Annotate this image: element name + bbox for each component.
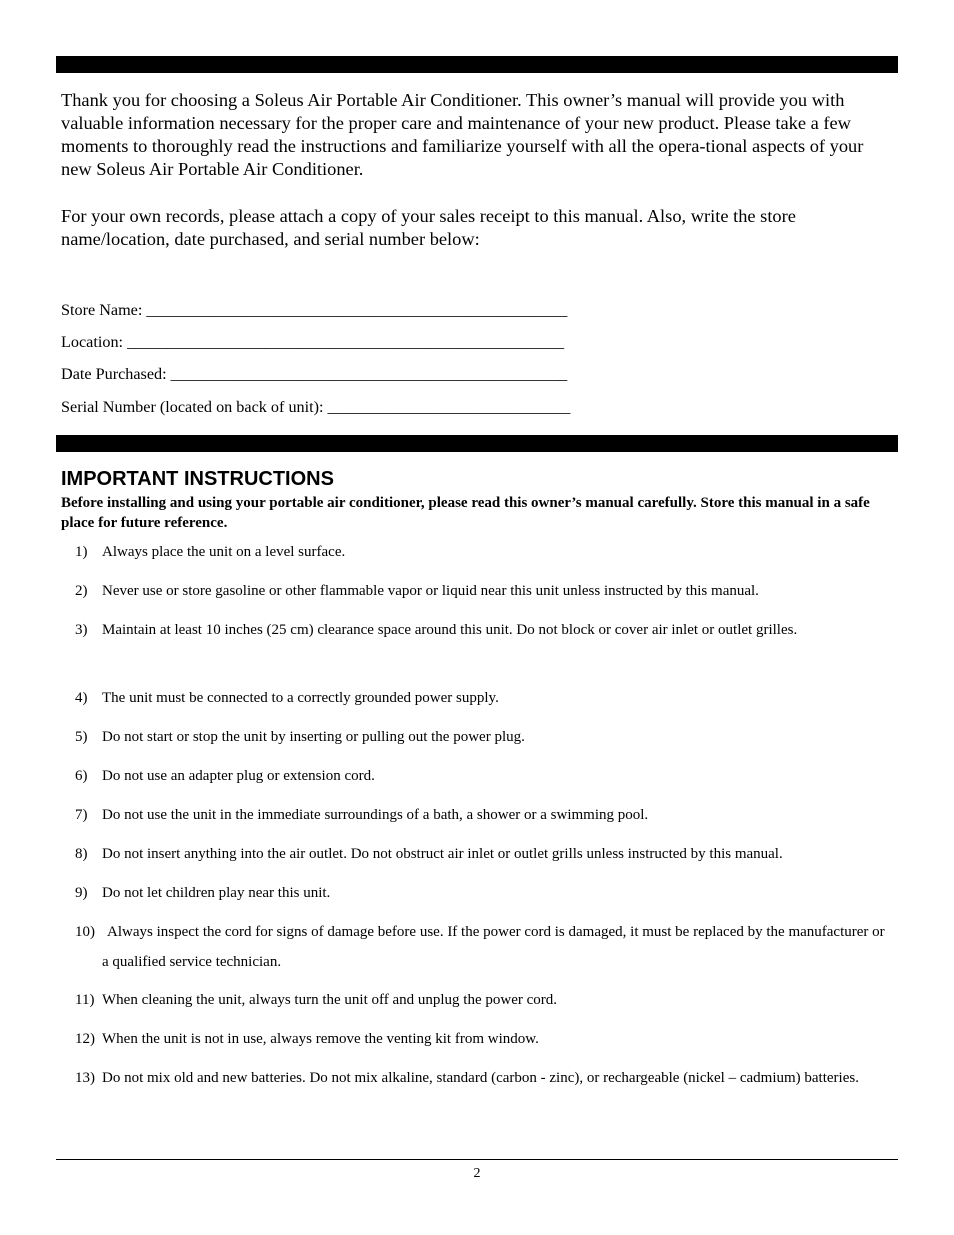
instructions-heading: IMPORTANT INSTRUCTIONS [61,468,334,490]
list-item-number: 13) [75,1070,95,1086]
list-item-text: Do not mix old and new batteries. Do not mix alkaline, standard (carbon - zinc), or rechargeable (nickel – cadmium) batteries. [102,1070,859,1086]
section-divider-bar [56,435,898,452]
instructions-subheading: Before installing and using your portable air conditioner, please read this owner’s manual carefully. Store this manual in a safe place for future reference. [61,495,870,531]
serial-number-field: Serial Number (located on back of unit): ______________________________ [61,398,571,416]
list-item-number: 6) [75,768,88,784]
intro-paragraph-thank-you: Thank you for choosing a Soleus Air Portable Air Conditioner. This owner’s manual will provide you with valuable information necessary for the proper care and maintenance of your new product. Please take a few moments to thoroughly read the instructions and familiarize yourself with all the opera-tional aspects of your new Soleus Air Portable Air Conditioner. [61,90,864,179]
list-item-number: 3) [75,622,88,638]
footer-rule [56,1159,898,1160]
list-item-text: Do not start or stop the unit by inserting or pulling out the power plug. [102,729,525,745]
list-item-text: Do not let children play near this unit. [102,885,331,901]
store-name-field: Store Name: ____________________________________________________ [61,301,568,319]
list-item-number: 9) [75,885,88,901]
list-item-text: Maintain at least 10 inches (25 cm) clearance space around this unit. Do not block or cover air inlet or outlet grilles. [102,622,798,638]
page-number: 2 [473,1166,481,1181]
list-item-text: When cleaning the unit, always turn the unit off and unplug the power cord. [102,992,558,1008]
list-item-text: Do not use the unit in the immediate surroundings of a bath, a shower or a swimming pool. [102,807,649,823]
list-item-text: Do not use an adapter plug or extension cord. [102,768,375,784]
list-item-text: When the unit is not in use, always remove the venting kit from window. [102,1031,539,1047]
list-item-number: 11) [75,992,95,1008]
list-item-text: The unit must be connected to a correctly grounded power supply. [102,690,499,706]
list-item-number: 8) [75,846,88,862]
list-item-number: 5) [75,729,88,745]
list-item-text: Always inspect the cord for signs of damage before use. If the power cord is damaged, it must be replaced by the manufacturer or a qualified service technician. [102,924,885,970]
list-item-text: Do not insert anything into the air outlet. Do not obstruct air inlet or outlet grills unless instructed by this manual. [102,846,783,862]
intro-paragraph-records: For your own records, please attach a copy of your sales receipt to this manual. Also, write the store name/location, date purchased, and serial number below: [61,206,796,249]
list-item-number: 2) [75,583,88,599]
list-item-number: 12) [75,1031,95,1047]
header-bar [56,56,898,73]
date-purchased-field: Date Purchased: _________________________________________________ [61,365,568,383]
location-field: Location: ______________________________________________________ [61,333,565,351]
list-item-number: 1) [75,544,88,560]
list-item-number: 7) [75,807,88,823]
list-item-number: 4) [75,690,88,706]
list-item-number: 10) [75,924,95,940]
list-item-text: Never use or store gasoline or other flammable vapor or liquid near this unit unless instructed by this manual. [102,583,759,599]
list-item-text: Always place the unit on a level surface. [102,544,346,560]
